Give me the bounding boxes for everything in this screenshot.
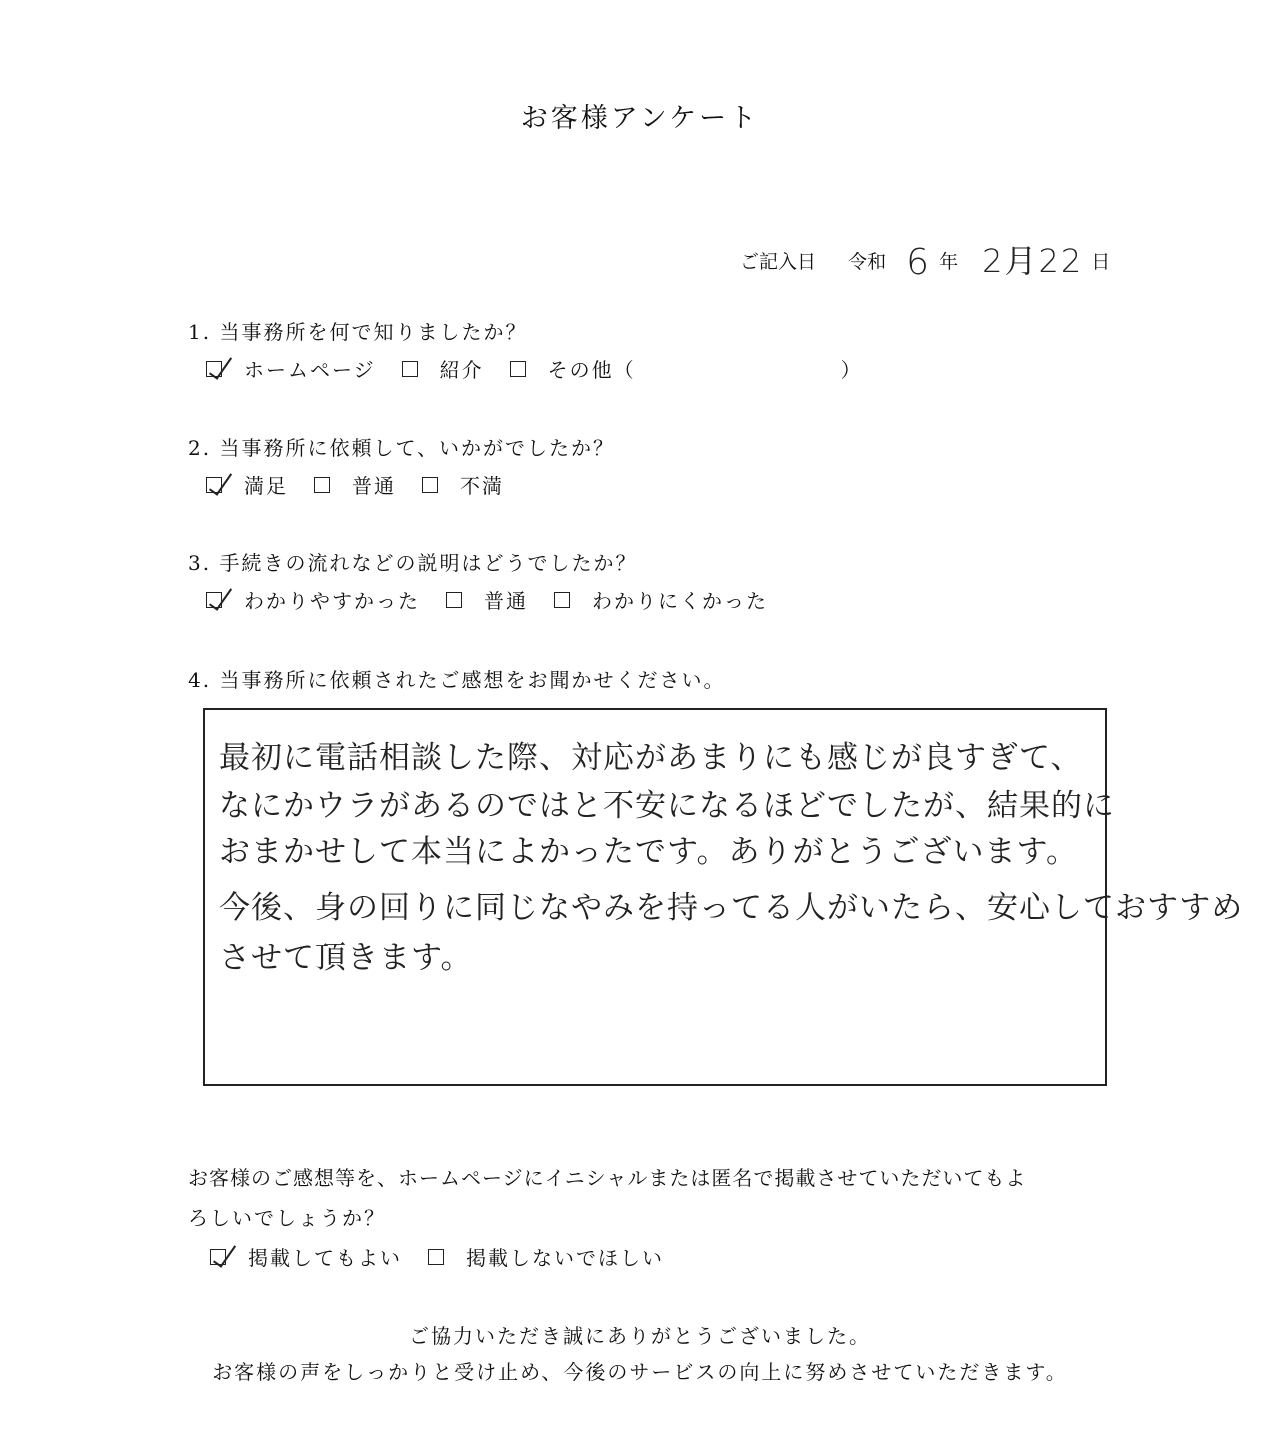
question-text: 当事務所に依頼されたご感想をお聞かせください。 [219,668,726,692]
question-number: 4. [188,668,212,692]
other-paren-close: ） [840,358,863,382]
consent-question-line-1: お客様のご感想等を、ホームページにイニシャルまたは匿名で掲載させていただいてもよ [188,1166,1027,1190]
checkbox-publish-no[interactable] [428,1249,444,1265]
comment-box[interactable] [203,708,1244,1086]
checkbox-satisfied[interactable] [206,477,222,493]
date-day-suffix: 日 [1091,251,1111,273]
comment-line: 最初に電話相談した際、対応があまりにも感じが良すぎて、 [219,740,1083,776]
option-label: 不満 [460,474,504,498]
option-label: わかりやすかった [244,589,420,613]
question-1 [188,316,527,345]
closing-line-2: お客様の声をしっかりと受け止め、今後のサービスの向上に努めさせていただきます。 [212,1360,1068,1384]
question-number: 1. [188,320,212,344]
checkbox-homepage[interactable] [206,361,222,377]
consent-question-line-2: ろしいでしょうか？ [188,1206,386,1230]
entry-date [740,232,1111,283]
consent-options [210,1242,664,1271]
question-text: 当事務所に依頼して、いかがでしたか？ [219,436,616,460]
date-label: ご記入日 [740,251,817,273]
question-2 [188,432,615,461]
option-label: わかりにくかった [592,589,768,613]
option-label: 掲載しないでほしい [466,1246,664,1270]
question-text: 当事務所を何で知りましたか？ [219,320,528,344]
survey-title: お客様アンケート [520,103,760,134]
question-3-options [206,585,768,614]
question-4 [188,664,725,693]
option-label: 普通 [484,589,528,613]
option-label: 満足 [244,474,288,498]
closing-line-1: ご協力いただき誠にありがとうございました。 [409,1324,871,1348]
option-label: 普通 [352,474,396,498]
checkbox-average[interactable] [314,477,330,493]
option-label: その他（ [547,358,636,382]
checkbox-hard-to-understand[interactable] [554,592,570,608]
checkbox-easy-to-understand[interactable] [206,592,222,608]
checkbox-average[interactable] [446,592,462,608]
comment-line: おまかせして本当によかったです。ありがとうございます。 [219,834,1079,870]
option-label: ホームページ [244,358,376,382]
comment-line: させて頂きます。 [219,940,473,976]
question-number: 2. [188,436,212,460]
question-1-options [206,354,863,383]
question-3 [188,547,637,576]
question-number: 3. [188,551,212,575]
date-month-day-handwritten: 2月22 [982,242,1084,280]
checkbox-publish-ok[interactable] [210,1249,226,1265]
question-text: 手続きの流れなどの説明はどうでしたか？ [219,551,638,575]
checkbox-other[interactable] [510,361,526,377]
checkbox-referral[interactable] [402,361,418,377]
date-year-suffix: 年 [939,251,959,273]
question-2-options [206,470,504,499]
option-label: 掲載してもよい [248,1246,402,1270]
date-era: 令和 [848,251,887,273]
date-year-handwritten: 6 [906,242,930,283]
comment-line: 今後、身の回りに同じなやみを持ってる人がいたら、安心しておすすめ [219,890,1244,926]
comment-line: なにかウラがあるのではと不安になるほどでしたが、結果的に [219,788,1115,824]
checkbox-dissatisfied[interactable] [422,477,438,493]
option-label: 紹介 [439,358,484,382]
